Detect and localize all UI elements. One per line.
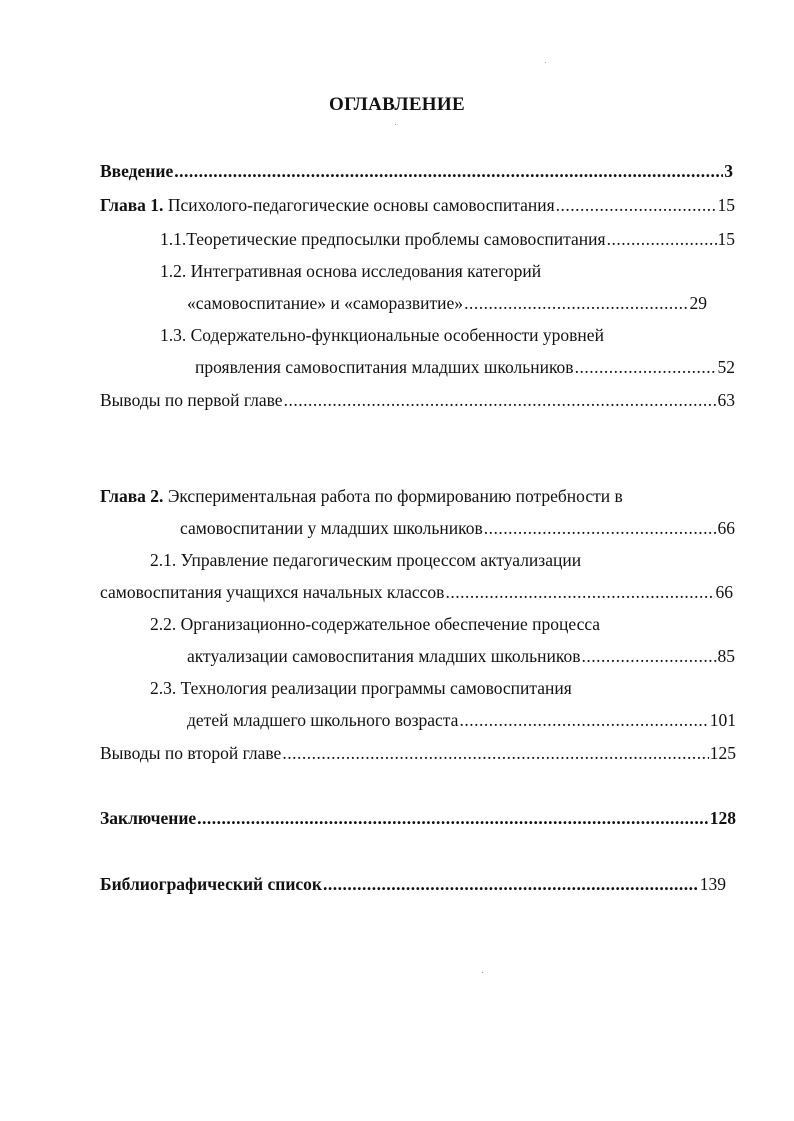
toc-leader-dots <box>556 194 717 216</box>
toc-leader-dots <box>323 873 699 895</box>
toc-entry-section-2-1-line1[interactable]: 2.1. Управление педагогическим процессом актуализации <box>150 550 582 570</box>
toc-label <box>100 194 555 216</box>
toc-label: проявления самовоспитания младших школьников <box>195 357 574 377</box>
toc-label: актуализации самовоспитания младших школьников <box>187 646 581 666</box>
chapter-title: Психолого-педагогические основы самовоспитания <box>163 195 555 215</box>
toc-label: самовоспитании у младших школьников <box>180 518 483 538</box>
toc-leader-dots <box>197 807 709 829</box>
toc-entry-chapter-1[interactable] <box>100 194 735 216</box>
toc-leader-dots <box>581 645 716 667</box>
toc-label: самовоспитания учащихся начальных классов <box>100 582 445 602</box>
toc-entry-section-1-3-line1[interactable]: 1.3. Содержательно-функциональные особенности уровней <box>160 325 604 345</box>
page-title: ОГЛАВЛЕНИЕ <box>329 94 465 115</box>
toc-label: детей младшего школьного возраста <box>187 710 459 730</box>
toc-leader-dots <box>282 742 708 764</box>
toc-leader-dots <box>464 292 688 314</box>
toc-entry-chapter-2[interactable] <box>180 517 735 539</box>
toc-entry-section-2-2[interactable] <box>187 645 735 667</box>
toc-page-number: 29 <box>689 293 707 313</box>
toc-label: «самовоспитание» и «саморазвитие» <box>187 293 464 313</box>
toc-entry-section-2-3-line1[interactable]: 2.3. Технология реализации программы самовоспитания <box>150 678 572 698</box>
toc-entry-section-2-1[interactable] <box>100 581 733 603</box>
toc-label: Библиографический список <box>100 874 323 894</box>
toc-leader-dots <box>174 160 723 182</box>
toc-entry-bibliography[interactable] <box>100 873 726 895</box>
toc-page-number: 85 <box>717 646 735 666</box>
toc-label: 1.1.Теоретические предпосылки проблемы самовоспитания <box>160 229 606 249</box>
toc-label: Заключение <box>100 808 197 828</box>
toc-page-number: 125 <box>709 743 736 763</box>
toc-page-number: 63 <box>717 390 735 410</box>
toc-entry-conclusion[interactable] <box>100 807 736 829</box>
toc-entry-chapter-1-conclusions[interactable] <box>100 389 735 411</box>
toc-entry-section-1-3[interactable] <box>195 356 735 378</box>
toc-entry-section-2-3[interactable] <box>187 709 736 731</box>
toc-leader-dots <box>459 709 708 731</box>
chapter-prefix: Глава 1. <box>100 195 164 215</box>
toc-label: Выводы по первой главе <box>100 390 283 410</box>
scan-speck <box>482 972 483 973</box>
toc-entry-section-1-2-line1[interactable]: 1.2. Интегративная основа исследования категорий <box>160 261 542 281</box>
toc-page-number: 128 <box>709 808 736 828</box>
toc-leader-dots <box>484 517 717 539</box>
chapter-prefix: Глава 2. <box>100 486 164 506</box>
toc-entry-chapter-2-conclusions[interactable] <box>100 742 736 764</box>
toc-page-number: 139 <box>699 874 726 894</box>
toc-leader-dots <box>607 228 717 250</box>
toc-entry-introduction[interactable] <box>100 160 733 182</box>
toc-page-number: 52 <box>717 357 735 377</box>
toc-entry-section-1-1[interactable] <box>160 228 735 250</box>
toc-entry-chapter-2-line1[interactable] <box>100 485 623 507</box>
toc-entry-section-1-2[interactable] <box>187 292 707 314</box>
scan-speck <box>545 62 546 63</box>
toc-page-number: 66 <box>717 518 735 538</box>
toc-page-number: 15 <box>717 195 735 215</box>
chapter-title: Экспериментальная работа по формированию потребности в <box>163 486 623 506</box>
toc-leader-dots <box>445 581 714 603</box>
toc-page-number: 101 <box>709 710 736 730</box>
toc-leader-dots <box>284 389 717 411</box>
scan-speck <box>395 124 396 125</box>
toc-leader-dots <box>575 356 717 378</box>
toc-page-number: 3 <box>724 161 733 181</box>
toc-label: Введение <box>100 161 174 181</box>
toc-entry-section-2-2-line1[interactable]: 2.2. Организационно-содержательное обеспечение процесса <box>150 614 601 634</box>
toc-page-number: 15 <box>717 229 735 249</box>
toc-label: Выводы по второй главе <box>100 743 282 763</box>
toc-page-number: 66 <box>715 582 733 602</box>
